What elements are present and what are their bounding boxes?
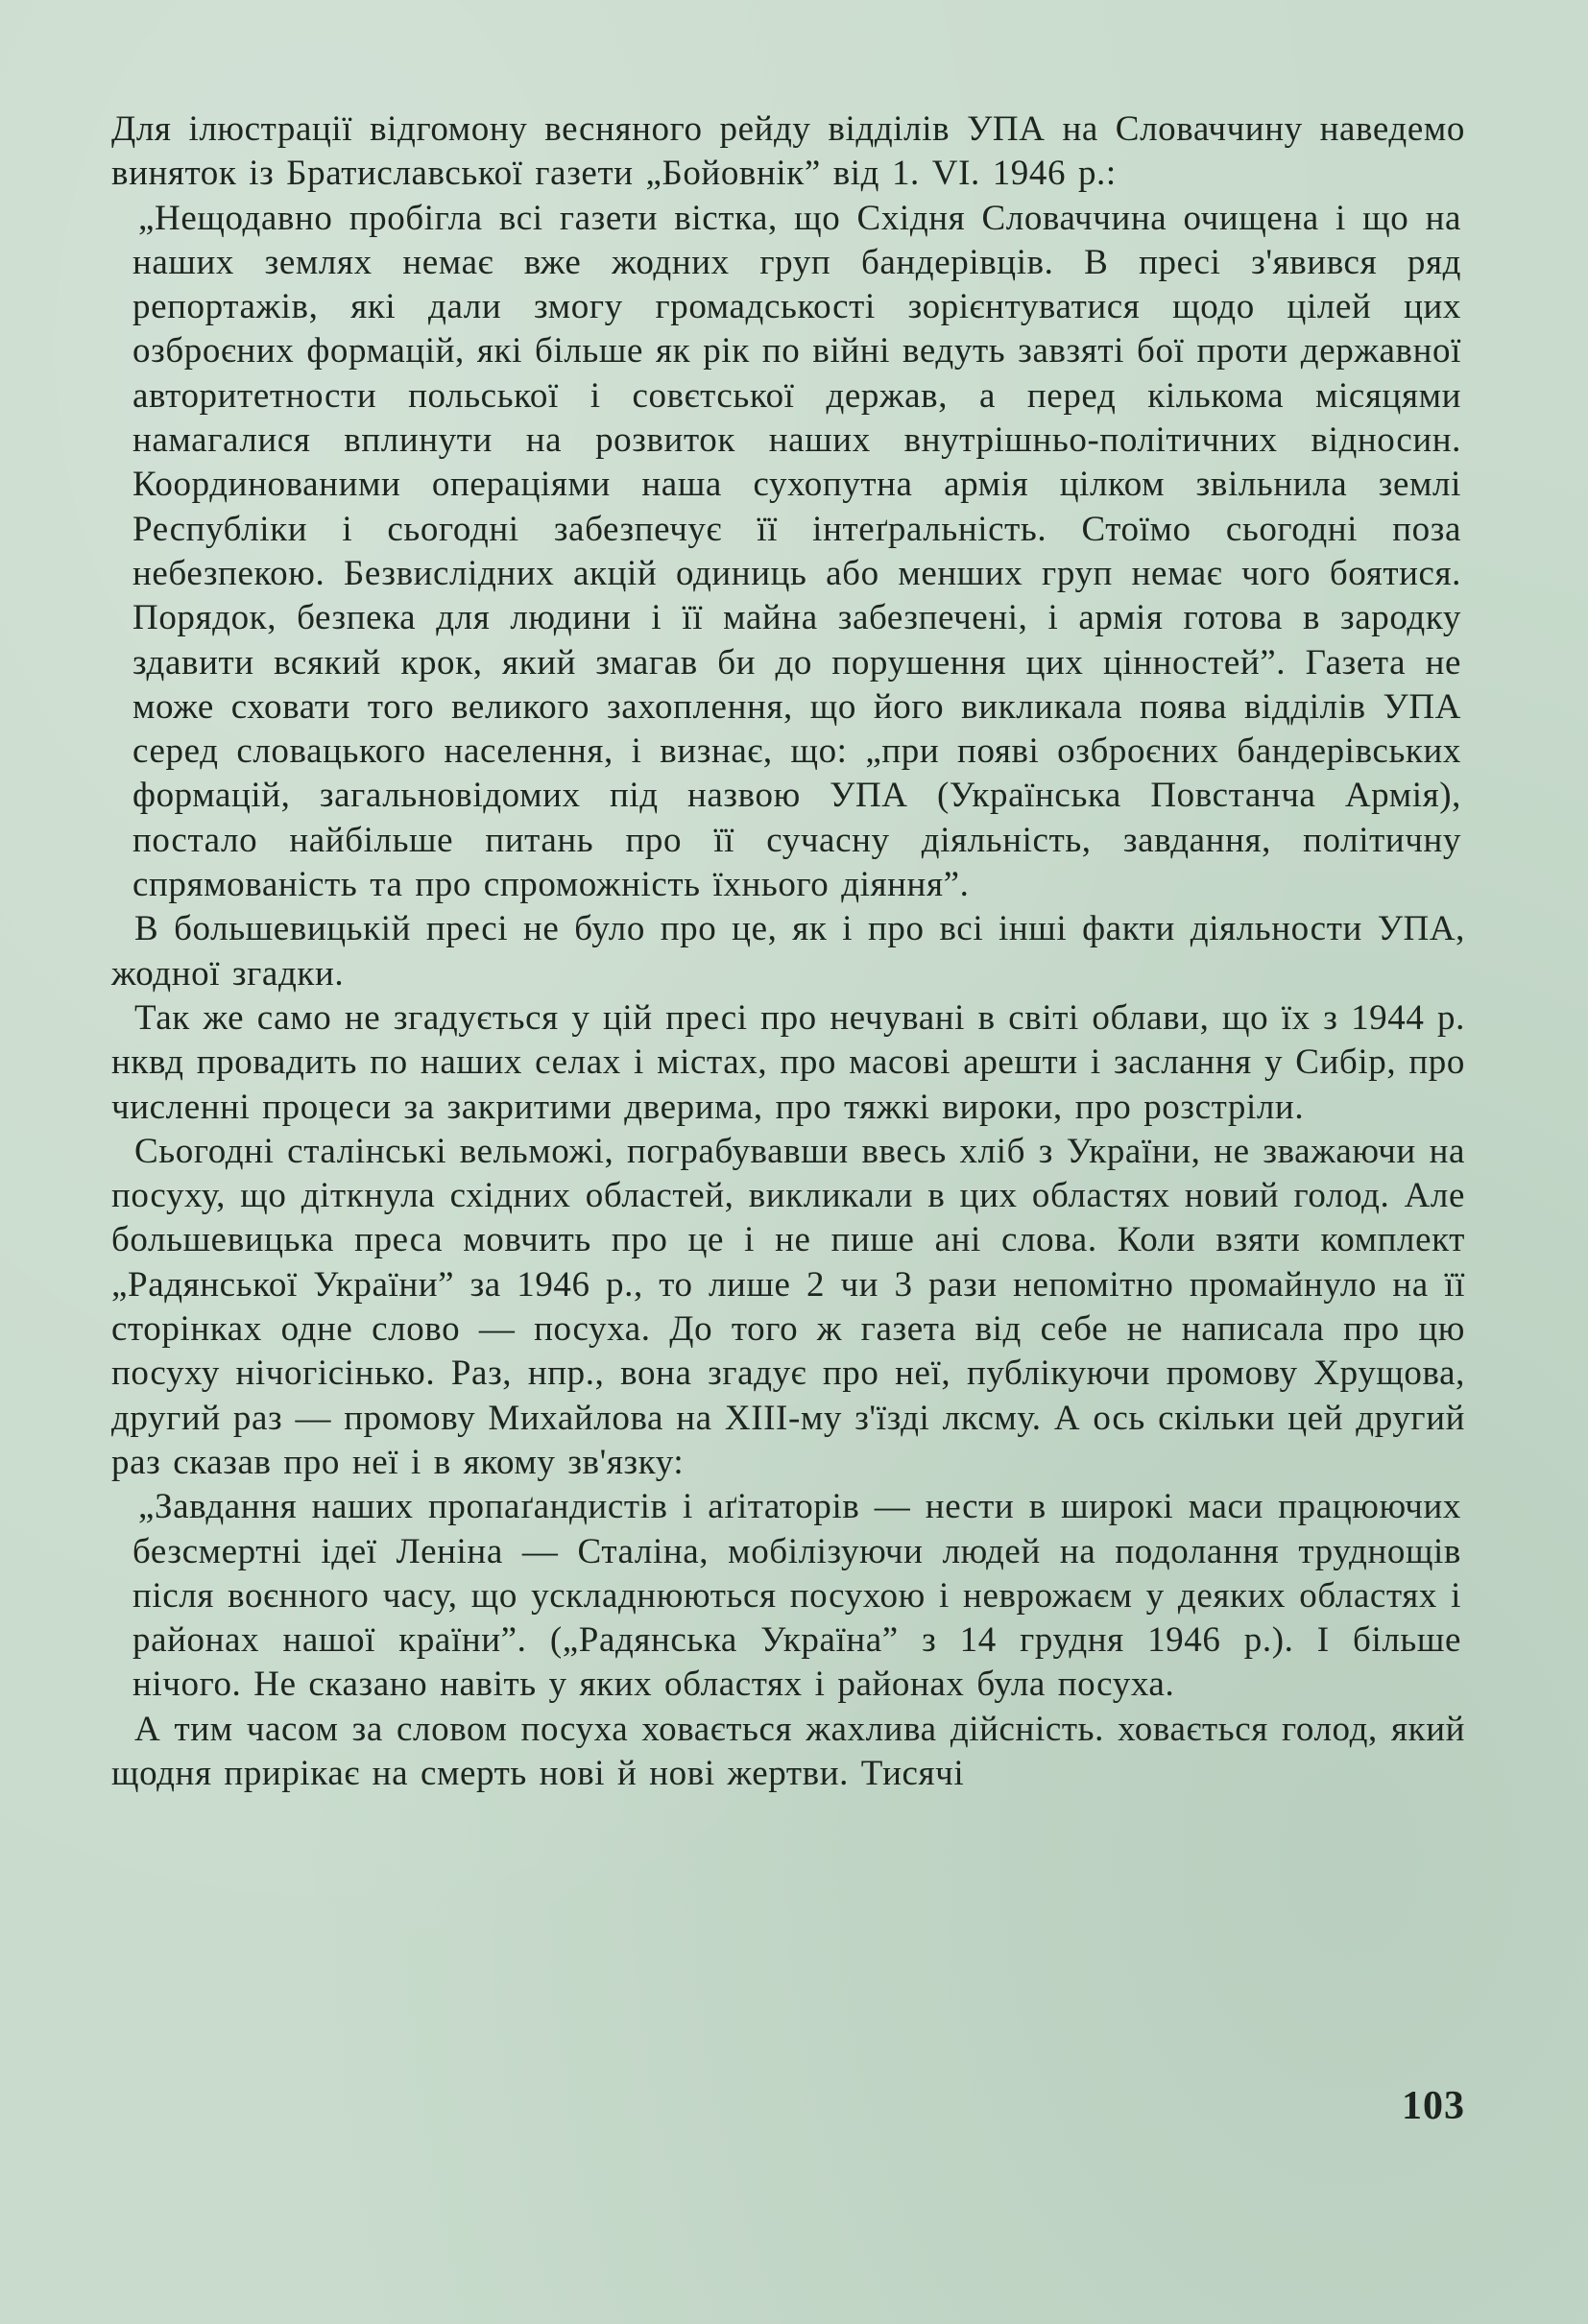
paragraph-reality: А тим часом за словом посуха ховається жахлива дійсність. ховається голод, який щодня прирікає на смерть нові й нові жертви. Тисячі bbox=[111, 1709, 1465, 1793]
paragraph-intro: Для ілюстрації відгомону весняного рейду відділів УПА на Словаччину наведемо виняток із Братиславської газети „Бойовнік” від 1. VI. 1946 р.: bbox=[111, 109, 1465, 194]
paragraph-newspaper-quote: „Нещодавно пробігла всі газети вістка, що Східня Словаччина очищена і що на наших землях немає вже жодних груп бандерівців. В пресі з'явився ряд репортажів, які дали змогу громадськості зорієнтуватися щодо цілей цих озброєних формацій, які більше як рік по війні ведуть завзяті бої проти державної авторитетности польської і совєтської держав, а перед кількома місяцями намагалися вплинути на розвиток наших внутрішньо-політичних відносин. Координованими операціями наша сухопутна армія цілком звільнила землі Республіки і сьогодні забезпечує її інтеґральність. Стоїмо сьогодні поза небезпекою. Безвислідних акцій одиниць або менших груп немає чого боятися. Порядок, безпека для людини і її майна забезпечені, і армія готова в зародку здавити всякий крок, який змагав би до порушення цих цінностей”. Газета не може сховати того великого захоплення, що його викликала поява відділів УПА серед словацького населення, і визнає, що: „при появі озброєних бандерівських формацій, загальновідомих під назвою УПА (Українська Повстанча Армія), постало найбільше питань про її сучасну діяльність, завдання, політичну спрямованість та про спроможність їхнього діяння”. bbox=[132, 198, 1461, 905]
paragraph-raids: Так же само не згадується у цій пресі про нечувані в світі облави, що їх з 1944 р. нквд провадить по наших селах і містах, про масові арешти і заслання у Сибір, про численні процеси за закритими дверима, про тяжкі вироки, про розстріли. bbox=[111, 997, 1465, 1127]
paragraph-bolshevik-press: В большевицькій пресі не було про це, як і про всі інші факти діяльности УПА, жодної згадки. bbox=[111, 909, 1465, 994]
paragraph-radianska-quote: „Завдання наших пропаґандистів і аґітаторів — нести в широкі маси працюючих безсмертні ідеї Леніна — Сталіна, мобілізуючи людей на подолання труднощів після воєнного часу, що ускладнюються посухою і неврожаєм у деяких областях і районах нашої країни”. („Радянська Україна” з 14 грудня 1946 р.). І більше нічого. Не сказано навіть у яких областях і районах була посуха. bbox=[132, 1487, 1461, 1705]
main-text bbox=[111, 108, 1465, 1796]
page-number: 103 bbox=[1402, 2084, 1465, 2128]
paragraph-famine: Сьогодні сталінські вельможі, пограбувавши ввесь хліб з України, не зважаючи на посуху, що діткнула східних областей, викликали в цих областях новий голод. Але большевицька преса мовчить про це і не пише ані слова. Коли взяти комплект „Радянської України” за 1946 р., то лише 2 чи 3 рази непомітно промайнуло на її сторінках одне слово — посуха. До того ж газета від себе не написала про цю посуху нічогісінько. Раз, нпр., вона згадує про неї, публікуючи промову Хрущова, другий раз — промову Михайлова на XIII-му з'їзді лксму. А ось скільки цей другий раз сказав про неї і в якому зв'язку: bbox=[111, 1131, 1465, 1482]
